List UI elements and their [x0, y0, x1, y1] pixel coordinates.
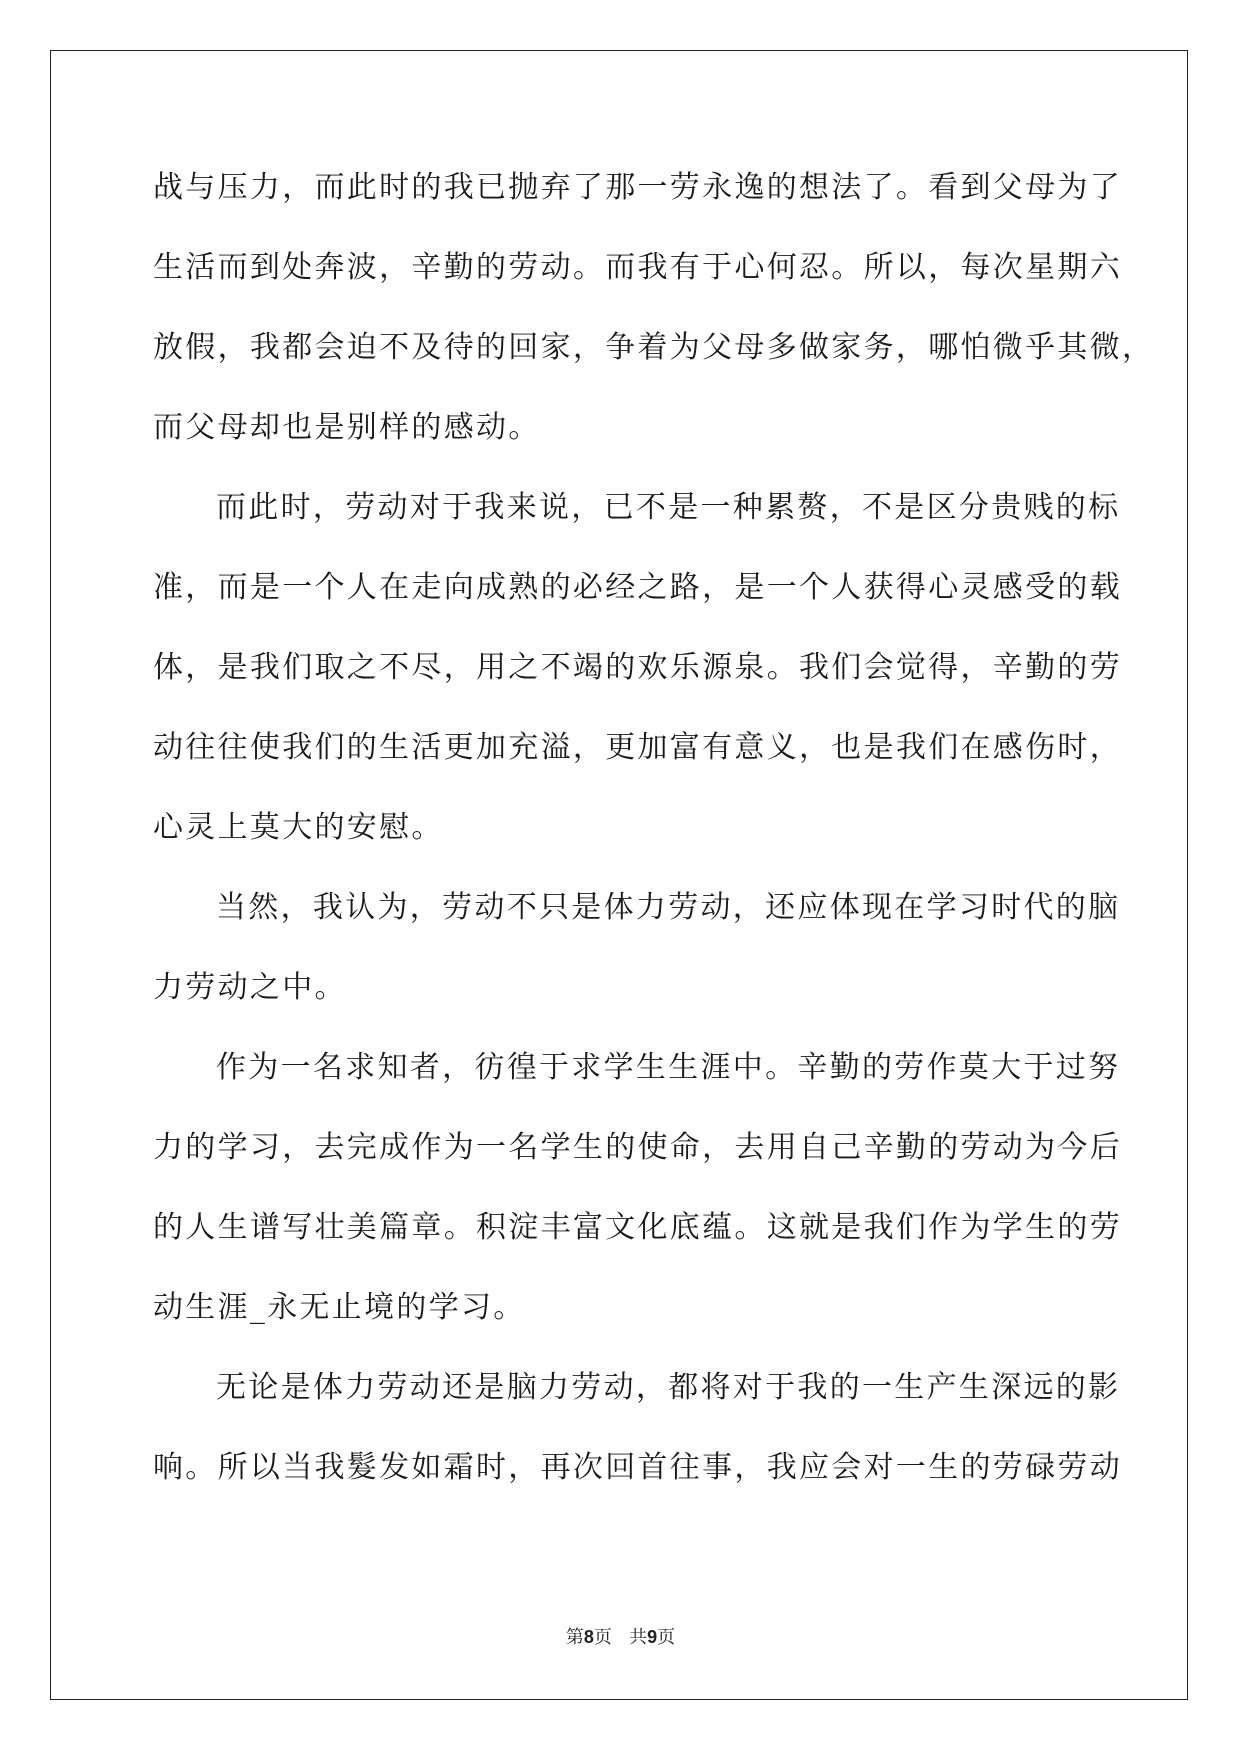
page-label-suffix: 页 [593, 1627, 612, 1648]
page-label-prefix: 第 [565, 1627, 584, 1648]
text-line: 力的学习，去完成作为一名学生的使命，去用自己辛勤的劳动为今后 [153, 1130, 1122, 1165]
paragraph-first-line: 当然，我认为，劳动不只是体力劳动，还应体现在学习时代的脑 [216, 890, 1121, 925]
document-body [153, 148, 1155, 1508]
text-line: 体，是我们取之不尽，用之不竭的欢乐源泉。我们会觉得，辛勤的劳 [153, 650, 1122, 685]
total-page-number: 9 [647, 1627, 658, 1647]
current-page-number: 8 [583, 1627, 594, 1647]
text-line: 动生涯_永无止境的学习。 [153, 1290, 526, 1325]
text-line: 心灵上莫大的安慰。 [153, 810, 444, 845]
text-line: 生活而到处奔波，辛勤的劳动。而我有于心何忍。所以，每次星期六 [153, 250, 1122, 285]
total-label-prefix: 共 [629, 1627, 648, 1648]
paragraph-first-line: 而此时，劳动对于我来说，已不是一种累赘，不是区分贵贱的标 [216, 490, 1121, 525]
text-line: 战与压力，而此时的我已抛弃了那一劳永逸的想法了。看到父母为了 [153, 170, 1122, 205]
total-label-suffix: 页 [657, 1627, 676, 1648]
text-line: 力劳动之中。 [153, 970, 347, 1005]
paragraph-first-line: 作为一名求知者，彷徨于求学生生涯中。辛勤的劳作莫大于过努 [216, 1050, 1121, 1085]
text-line: 的人生谱写壮美篇章。积淀丰富文化底蕴。这就是我们作为学生的劳 [153, 1210, 1122, 1245]
page-footer [0, 1623, 1241, 1649]
text-line: 而父母却也是别样的感动。 [153, 410, 541, 445]
text-line: 动往往使我们的生活更加充溢，更加富有意义，也是我们在感伤时， [153, 730, 1122, 765]
text-line: 响。所以当我髮发如霜时，再次回首往事，我应会对一生的劳碌劳动 [153, 1450, 1122, 1485]
text-line: 放假，我都会迫不及待的回家，争着为父母多做家务，哪怕微乎其微， [153, 330, 1155, 365]
paragraph-first-line: 无论是体力劳动还是脑力劳动，都将对于我的一生产生深远的影 [216, 1370, 1121, 1405]
text-line: 准，而是一个人在走向成熟的必经之路，是一个人获得心灵感受的载 [153, 570, 1122, 605]
